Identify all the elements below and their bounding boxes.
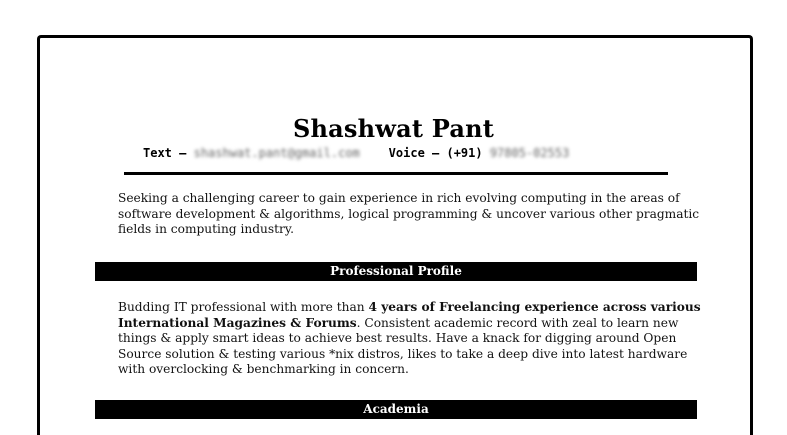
profile-highlight: 4 years of Freelancing experience across various International Magazines & Forums xyxy=(118,300,701,330)
email-label: Text – xyxy=(143,146,187,160)
professional-profile-text xyxy=(118,300,708,378)
section-heading-academia: Academia xyxy=(95,400,697,419)
contact-line xyxy=(143,146,569,160)
email-address: shashwat.pant@gmail.com xyxy=(193,146,360,160)
phone-label: Voice – (+91) xyxy=(388,146,483,160)
objective-text: Seeking a challenging career to gain experience in rich evolving computing in the areas of software development & algorithms, logical programming & uncover various other pragmatic fields in computing industry. xyxy=(118,191,700,236)
section-heading-professional-profile: Professional Profile xyxy=(95,262,697,281)
phone-number: 97805-02553 xyxy=(489,146,570,160)
header-divider xyxy=(124,172,668,175)
profile-rest: . Consistent academic record with zeal to learn new things & apply smart ideas to achieve best results. Have a knack for digging around Open Source solution & testing various *nix distros, likes to take a deep dive into latest hardware with overclocking & benchmarking in concern. xyxy=(118,315,688,376)
candidate-name: Shashwat Pant xyxy=(292,114,495,143)
profile-intro: Budding IT professional with more than xyxy=(118,300,369,314)
